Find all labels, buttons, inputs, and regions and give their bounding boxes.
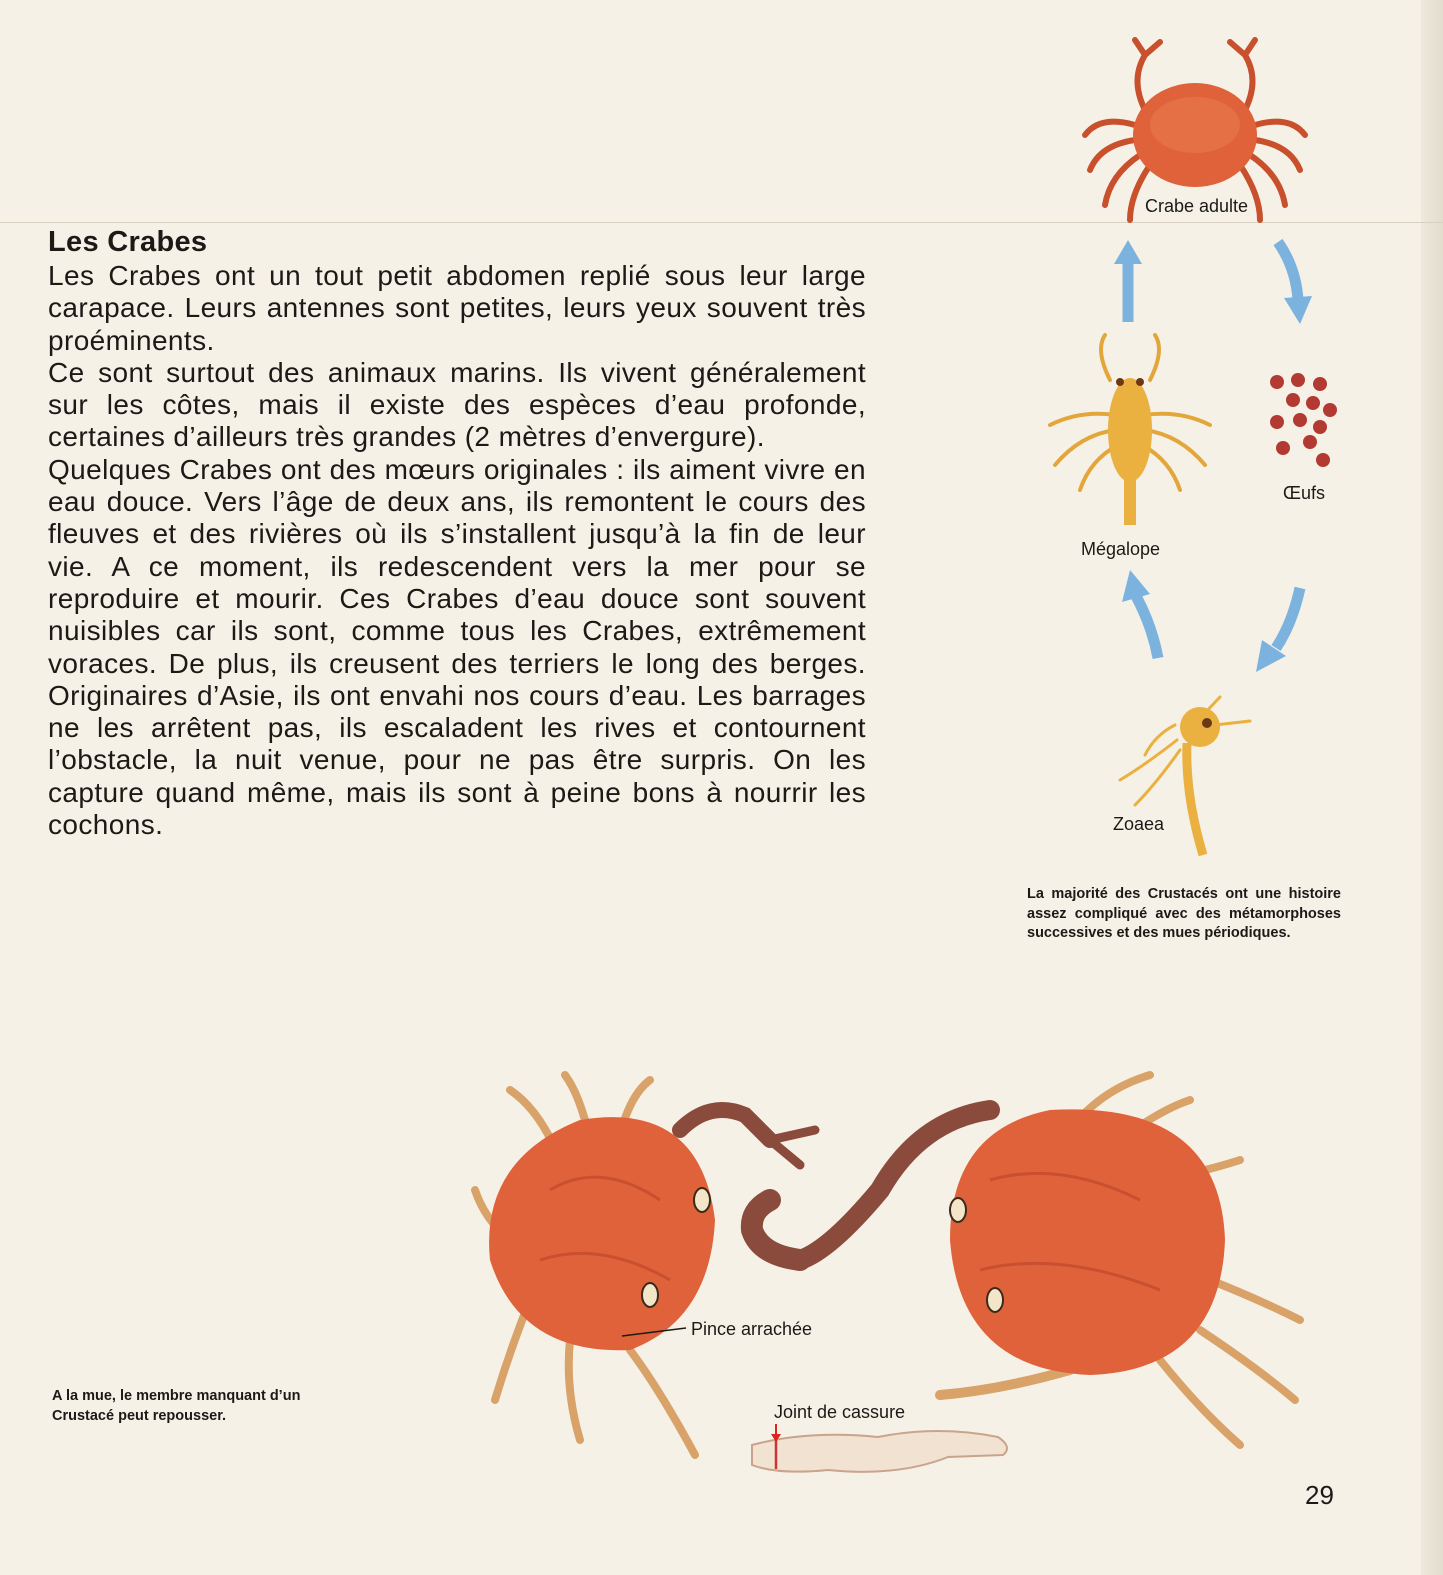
article-paragraph-1: Les Crabes ont un tout petit abdomen replié sous leur large carapace. Leurs antennes sont petites, leurs yeux souvent très proéminents. — [48, 260, 866, 356]
label-megalopa: Mégalope — [1081, 539, 1161, 559]
cycle-arrow-up-top-icon — [1112, 238, 1144, 324]
molt-caption: A la mue, le membre manquant d’un Crustacé peut repousser. — [52, 1388, 301, 1424]
break-point-arrow-icon — [769, 1424, 783, 1442]
cycle-arrow-down-bottom-icon — [1250, 584, 1312, 676]
cycle-arrow-up-bottom-icon — [1118, 566, 1170, 662]
label-adult-crab: Crabe adulte — [1145, 196, 1249, 216]
cycle-arrow-down-top-icon — [1272, 238, 1320, 328]
zoaea-illustration — [1115, 695, 1255, 860]
page-number: 29 — [1305, 1480, 1334, 1510]
article-title: Les Crabes — [48, 226, 208, 258]
detached-claw-illustration — [748, 1425, 1018, 1480]
life-cycle-caption: La majorité des Crustacés ont une histoire assez compliqué avec des métamorphoses successives et des mues périodiques. — [1027, 886, 1341, 941]
label-zoaea: Zoaea — [1113, 814, 1165, 834]
torn-claw-leader-line — [620, 1320, 690, 1340]
label-break-joint: Joint de cassure — [774, 1402, 906, 1422]
eggs-illustration — [1265, 370, 1340, 475]
article-body — [48, 260, 866, 841]
article-paragraph-2: Ce sont surtout des animaux marins. Ils vivent généralement sur les côtes, mais il existe des espèces d’eau profonde, certaines d’ailleurs très grandes (2 mètres d’envergure). — [48, 356, 866, 453]
megalopa-illustration — [1040, 330, 1220, 530]
label-eggs: Œufs — [1283, 483, 1326, 503]
article-paragraph-3: Quelques Crabes ont des mœurs originales : ils aiment vivre en eau douce. Vers l’âge de deux ans, ils remontent le cours des fleuves et des rivières où ils s’installent jusqu’à la fin de leur vie. A ce moment, ils redescendent vers la mer pour se reproduire et mourir. Ces Crabes d’eau douce sont souvent nuisibles car ils sont, comme tous les Crabes, extrêmement voraces. De plus, ils creusent des terriers le long des berges. Originaires d’Asie, ils ont envahi nos cours d’eau. Les barrages ne les arrêtent pas, ils escaladent les rives et contournent l’obstacle, la nuit venue, pour ne pas être surpris. On les capture quand même, mais ils sont à peine bons à nourrir les cochons. — [48, 453, 866, 841]
page-edge — [1421, 0, 1443, 1575]
label-torn-claw: Pince arrachée — [691, 1319, 813, 1339]
